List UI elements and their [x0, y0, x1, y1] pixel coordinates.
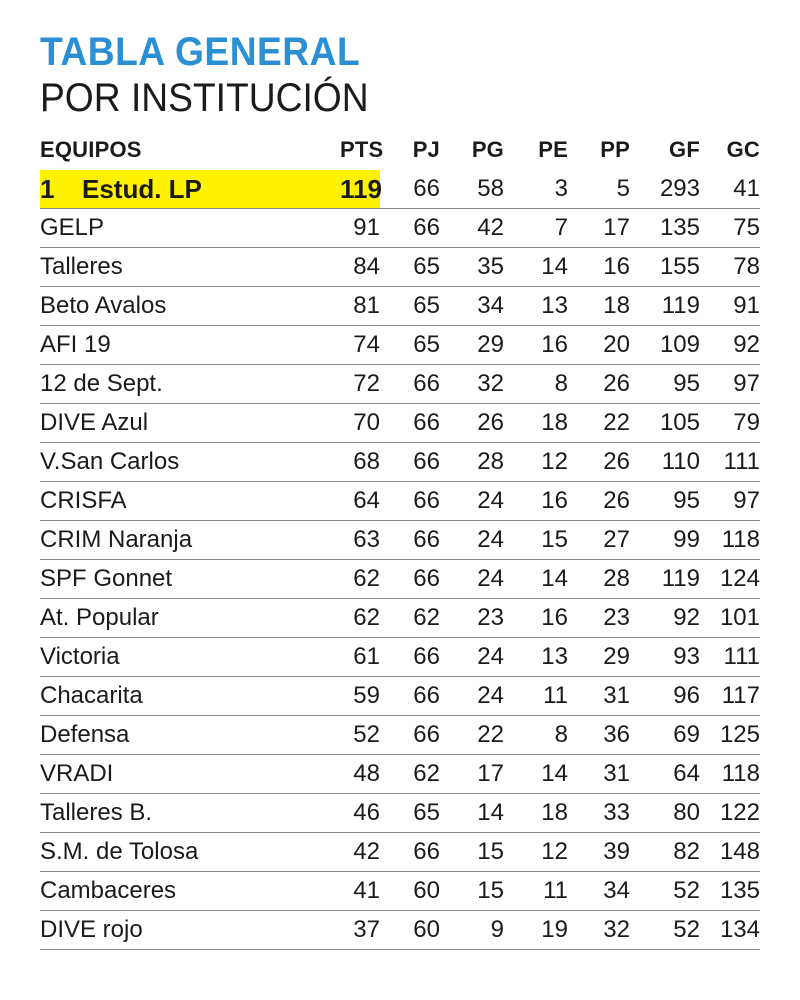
team-name: VRADI: [40, 755, 340, 794]
pp-cell: 27: [568, 521, 630, 560]
team-name: DIVE Azul: [40, 404, 340, 443]
pe-cell: 19: [504, 911, 568, 950]
pj-cell: 65: [380, 794, 440, 833]
leader-gc: 41: [700, 170, 760, 209]
team-name: Victoria: [40, 638, 340, 677]
pj-cell: 66: [380, 677, 440, 716]
column-header-team: EQUIPOS: [40, 137, 142, 162]
pts-cell: 59: [340, 677, 380, 716]
leader-row: [40, 170, 760, 209]
leader-pe: 3: [504, 170, 568, 209]
pp-cell: 26: [568, 482, 630, 521]
pj-cell: 66: [380, 209, 440, 248]
pe-cell: 8: [504, 716, 568, 755]
pe-cell: 15: [504, 521, 568, 560]
gf-cell: 155: [630, 248, 700, 287]
table-row: [40, 365, 760, 404]
pp-cell: 16: [568, 248, 630, 287]
table-row: [40, 248, 760, 287]
pj-cell: 65: [380, 287, 440, 326]
pg-cell: 23: [440, 599, 504, 638]
table-row: [40, 872, 760, 911]
gc-cell: 111: [700, 443, 760, 482]
leader-team-name: Estud. LP: [82, 173, 202, 204]
pts-cell: 72: [340, 365, 380, 404]
pe-cell: 11: [504, 677, 568, 716]
page-subtitle: POR INSTITUCIÓN: [40, 76, 369, 120]
pp-cell: 32: [568, 911, 630, 950]
gf-cell: 82: [630, 833, 700, 872]
pj-cell: 62: [380, 599, 440, 638]
gc-cell: 124: [700, 560, 760, 599]
pp-cell: 31: [568, 677, 630, 716]
gf-cell: 93: [630, 638, 700, 677]
pj-cell: 65: [380, 248, 440, 287]
table-row: [40, 911, 760, 950]
team-name: AFI 19: [40, 326, 340, 365]
column-header-pe: PE: [538, 137, 568, 162]
team-name: Cambaceres: [40, 872, 340, 911]
table-row: [40, 326, 760, 365]
table-row: [40, 794, 760, 833]
pe-cell: 16: [504, 599, 568, 638]
gf-cell: 110: [630, 443, 700, 482]
pj-cell: 66: [380, 404, 440, 443]
table-row: [40, 209, 760, 248]
pj-cell: 60: [380, 911, 440, 950]
standings-header: [40, 130, 760, 170]
gc-cell: 91: [700, 287, 760, 326]
leader-gf: 293: [630, 170, 700, 209]
column-header-gf: GF: [669, 137, 700, 162]
pp-cell: 31: [568, 755, 630, 794]
table-row: [40, 833, 760, 872]
gc-cell: 134: [700, 911, 760, 950]
pe-cell: 11: [504, 872, 568, 911]
pts-cell: 48: [340, 755, 380, 794]
column-header-pts: PTS: [340, 137, 384, 162]
pg-cell: 9: [440, 911, 504, 950]
team-name: CRISFA: [40, 482, 340, 521]
pts-cell: 74: [340, 326, 380, 365]
gc-cell: 125: [700, 716, 760, 755]
gf-cell: 105: [630, 404, 700, 443]
pj-cell: 66: [380, 521, 440, 560]
table-row: [40, 404, 760, 443]
gf-cell: 92: [630, 599, 700, 638]
column-header-pg: PG: [471, 137, 504, 162]
table-row: [40, 287, 760, 326]
gf-cell: 52: [630, 911, 700, 950]
pg-cell: 24: [440, 560, 504, 599]
gf-cell: 135: [630, 209, 700, 248]
pg-cell: 32: [440, 365, 504, 404]
column-header-pj: PJ: [412, 137, 440, 162]
gc-cell: 78: [700, 248, 760, 287]
pg-cell: 15: [440, 872, 504, 911]
pe-cell: 16: [504, 482, 568, 521]
gf-cell: 96: [630, 677, 700, 716]
pts-cell: 42: [340, 833, 380, 872]
gc-cell: 122: [700, 794, 760, 833]
pp-cell: 28: [568, 560, 630, 599]
pe-cell: 14: [504, 248, 568, 287]
table-row: [40, 755, 760, 794]
pg-cell: 24: [440, 638, 504, 677]
pts-cell: 84: [340, 248, 380, 287]
pp-cell: 23: [568, 599, 630, 638]
gc-cell: 148: [700, 833, 760, 872]
gc-cell: 75: [700, 209, 760, 248]
pg-cell: 17: [440, 755, 504, 794]
gf-cell: 119: [630, 560, 700, 599]
pe-cell: 7: [504, 209, 568, 248]
pe-cell: 16: [504, 326, 568, 365]
pp-cell: 18: [568, 287, 630, 326]
gc-cell: 79: [700, 404, 760, 443]
pe-cell: 18: [504, 404, 568, 443]
pp-cell: 33: [568, 794, 630, 833]
pts-cell: 63: [340, 521, 380, 560]
standings-table: [40, 130, 760, 950]
team-name: S.M. de Tolosa: [40, 833, 340, 872]
pj-cell: 66: [380, 638, 440, 677]
leader-pts: 119: [340, 170, 380, 209]
pts-cell: 64: [340, 482, 380, 521]
team-name: GELP: [40, 209, 340, 248]
pg-cell: 24: [440, 521, 504, 560]
pj-cell: 60: [380, 872, 440, 911]
team-name: Chacarita: [40, 677, 340, 716]
pe-cell: 13: [504, 287, 568, 326]
pj-cell: 65: [380, 326, 440, 365]
pp-cell: 20: [568, 326, 630, 365]
leader-team-cell: [40, 170, 340, 209]
pp-cell: 26: [568, 365, 630, 404]
standings-body: [40, 170, 760, 950]
pg-cell: 22: [440, 716, 504, 755]
pj-cell: 66: [380, 443, 440, 482]
pp-cell: 29: [568, 638, 630, 677]
pg-cell: 24: [440, 482, 504, 521]
pts-cell: 68: [340, 443, 380, 482]
gc-cell: 97: [700, 482, 760, 521]
leader-rank: 1: [40, 173, 55, 204]
pg-cell: 34: [440, 287, 504, 326]
pts-cell: 70: [340, 404, 380, 443]
table-row: [40, 599, 760, 638]
pe-cell: 14: [504, 560, 568, 599]
pp-cell: 22: [568, 404, 630, 443]
pj-cell: 66: [380, 482, 440, 521]
pe-cell: 12: [504, 443, 568, 482]
pg-cell: 29: [440, 326, 504, 365]
team-name: Defensa: [40, 716, 340, 755]
team-name: CRIM Naranja: [40, 521, 340, 560]
pts-cell: 37: [340, 911, 380, 950]
gc-cell: 92: [700, 326, 760, 365]
column-header-gc: GC: [726, 137, 760, 162]
pts-cell: 62: [340, 599, 380, 638]
pg-cell: 35: [440, 248, 504, 287]
pe-cell: 8: [504, 365, 568, 404]
team-name: DIVE rojo: [40, 911, 340, 950]
pg-cell: 24: [440, 677, 504, 716]
table-row: [40, 560, 760, 599]
pg-cell: 42: [440, 209, 504, 248]
gc-cell: 118: [700, 521, 760, 560]
pe-cell: 12: [504, 833, 568, 872]
pts-cell: 46: [340, 794, 380, 833]
gc-cell: 118: [700, 755, 760, 794]
pg-cell: 14: [440, 794, 504, 833]
gc-cell: 97: [700, 365, 760, 404]
pg-cell: 26: [440, 404, 504, 443]
gc-cell: 111: [700, 638, 760, 677]
leader-pg: 58: [440, 170, 504, 209]
pts-cell: 81: [340, 287, 380, 326]
pg-cell: 15: [440, 833, 504, 872]
pj-cell: 66: [380, 365, 440, 404]
team-name: Talleres: [40, 248, 340, 287]
pj-cell: 62: [380, 755, 440, 794]
table-row: [40, 638, 760, 677]
gf-cell: 95: [630, 365, 700, 404]
pe-cell: 18: [504, 794, 568, 833]
table-row: [40, 443, 760, 482]
gf-cell: 64: [630, 755, 700, 794]
pe-cell: 14: [504, 755, 568, 794]
team-name: V.San Carlos: [40, 443, 340, 482]
gf-cell: 109: [630, 326, 700, 365]
team-name: At. Popular: [40, 599, 340, 638]
table-row: [40, 716, 760, 755]
gf-cell: 52: [630, 872, 700, 911]
pp-cell: 36: [568, 716, 630, 755]
team-name: 12 de Sept.: [40, 365, 340, 404]
pp-cell: 34: [568, 872, 630, 911]
pj-cell: 66: [380, 716, 440, 755]
team-name: Talleres B.: [40, 794, 340, 833]
gf-cell: 119: [630, 287, 700, 326]
pe-cell: 13: [504, 638, 568, 677]
page-title: TABLA GENERAL: [40, 30, 361, 74]
team-name: Beto Avalos: [40, 287, 340, 326]
pts-cell: 52: [340, 716, 380, 755]
header-row: [40, 130, 760, 170]
gf-cell: 95: [630, 482, 700, 521]
gc-cell: 117: [700, 677, 760, 716]
gf-cell: 69: [630, 716, 700, 755]
pts-cell: 91: [340, 209, 380, 248]
pj-cell: 66: [380, 560, 440, 599]
table-row: [40, 677, 760, 716]
gf-cell: 99: [630, 521, 700, 560]
gc-cell: 135: [700, 872, 760, 911]
pg-cell: 28: [440, 443, 504, 482]
table-row: [40, 521, 760, 560]
gf-cell: 80: [630, 794, 700, 833]
pp-cell: 17: [568, 209, 630, 248]
team-name: SPF Gonnet: [40, 560, 340, 599]
pp-cell: 39: [568, 833, 630, 872]
pj-cell: 66: [380, 833, 440, 872]
pp-cell: 26: [568, 443, 630, 482]
leader-pp: 5: [568, 170, 630, 209]
column-header-pp: PP: [600, 137, 630, 162]
leader-pj: 66: [380, 170, 440, 209]
pts-cell: 41: [340, 872, 380, 911]
pts-cell: 62: [340, 560, 380, 599]
pts-cell: 61: [340, 638, 380, 677]
gc-cell: 101: [700, 599, 760, 638]
table-row: [40, 482, 760, 521]
